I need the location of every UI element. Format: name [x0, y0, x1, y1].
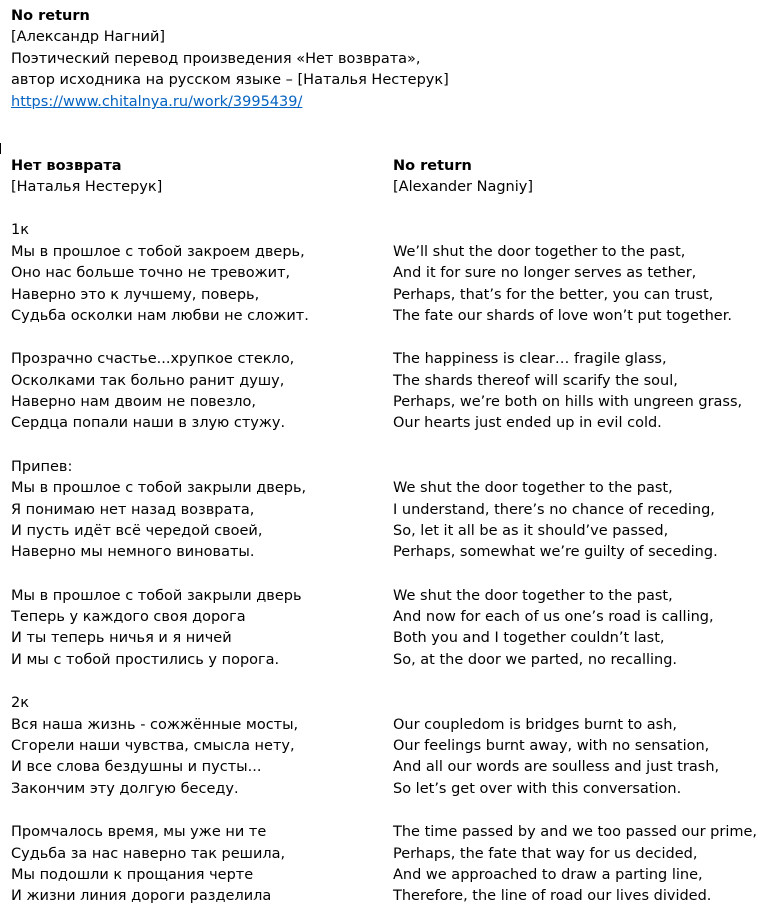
right-line: And all our words are soulless and just trash,: [393, 759, 720, 775]
description-line-1: Поэтический перевод произведения «Нет возврата»,: [11, 51, 421, 67]
left-line: Мы в прошлое с тобой закрыли дверь: [11, 588, 302, 604]
right-line: And we approached to draw a parting line,: [393, 867, 703, 883]
right-line: And now for each of us one’s road is calling,: [393, 609, 714, 625]
right-line: So, let it all be as it should’ve passed,: [393, 523, 669, 539]
left-chorus-label: Припев:: [11, 459, 73, 475]
left-line: Осколками так больно ранит душу,: [11, 373, 285, 389]
translator-name: [Александр Нагний]: [11, 29, 166, 45]
left-verse-label: 2к: [11, 695, 29, 711]
left-line: Мы в прошлое с тобой закроем дверь,: [11, 244, 305, 260]
left-line: И пусть идёт всё чередой своей,: [11, 523, 263, 539]
right-line: So let’s get over with this conversation.: [393, 781, 682, 797]
text-cursor: [0, 143, 1, 154]
left-line: Судьба за нас наверно так решила,: [11, 846, 286, 862]
right-line: The time passed by and we too passed our prime,: [393, 824, 758, 840]
right-line: Perhaps, that’s for the better, you can trust,: [393, 287, 714, 303]
left-line: Оно нас больше точно не тревожит,: [11, 265, 291, 281]
left-line: Наверно мы немного виноваты.: [11, 544, 255, 560]
right-line: Therefore, the line of road our lives divided.: [393, 888, 712, 904]
left-line: Наверно это к лучшему, поверь,: [11, 287, 260, 303]
left-line: И жизни линия дороги разделила: [11, 888, 272, 904]
right-line: And it for sure no longer serves as tether,: [393, 265, 697, 281]
right-line: Perhaps, somewhat we’re guilty of seceding.: [393, 544, 718, 560]
right-line: Our feelings burnt away, with no sensation,: [393, 738, 710, 754]
right-line: Our coupledom is bridges burnt to ash,: [393, 717, 678, 733]
right-line: I understand, there’s no chance of receding,: [393, 502, 715, 518]
left-line: Мы в прошлое с тобой закрыли дверь,: [11, 480, 307, 496]
right-poem-title: No return: [393, 158, 472, 174]
description-line-2: автор исходника на русском языке – [Наталья Нестерук]: [11, 72, 449, 88]
left-line: Прозрачно счастье...хрупкое стекло,: [11, 351, 295, 367]
right-line: Perhaps, we’re both on hills with ungreen grass,: [393, 394, 743, 410]
left-line: Промчалось время, мы уже ни те: [11, 824, 267, 840]
right-line: We’ll shut the door together to the past,: [393, 244, 686, 260]
left-line: Закончим эту долгую беседу.: [11, 781, 239, 797]
right-line: The happiness is clear… fragile glass,: [393, 351, 667, 367]
right-line: We shut the door together to the past,: [393, 588, 673, 604]
left-line: Мы подошли к прощания черте: [11, 867, 254, 883]
left-line: Наверно нам двоим не повезло,: [11, 394, 257, 410]
left-poem-author: [Наталья Нестерук]: [11, 179, 163, 195]
left-line: Вся наша жизнь - сожжённые мосты,: [11, 717, 299, 733]
left-line: И ты теперь ничья и я ничей: [11, 630, 232, 646]
left-line: Сгорели наши чувства, смысла нету,: [11, 738, 295, 754]
left-line: Сердца попали наши в злую стужу.: [11, 415, 286, 431]
left-verse-label: 1к: [11, 222, 29, 238]
document-title: No return: [11, 8, 90, 24]
source-link[interactable]: https://www.chitalnya.ru/work/3995439/: [11, 94, 303, 110]
left-line: И все слова бездушны и пусты...: [11, 759, 262, 775]
left-line: И мы с тобой простились у порога.: [11, 652, 280, 668]
right-poem-author: [Alexander Nagniy]: [393, 179, 534, 195]
left-line: Я понимаю нет назад возврата,: [11, 502, 255, 518]
right-line: Our hearts just ended up in evil cold.: [393, 415, 662, 431]
right-line: So, at the door we parted, no recalling.: [393, 652, 678, 668]
right-line: The shards thereof will scarify the soul,: [393, 373, 678, 389]
left-poem-title: Нет возврата: [11, 158, 122, 174]
left-line: Теперь у каждого своя дорога: [11, 609, 246, 625]
right-line: The fate our shards of love won’t put together.: [393, 308, 732, 324]
right-line: We shut the door together to the past,: [393, 480, 673, 496]
left-line: Судьба осколки нам любви не сложит.: [11, 308, 309, 324]
right-line: Perhaps, the fate that way for us decided,: [393, 846, 698, 862]
right-line: Both you and I together couldn’t last,: [393, 630, 665, 646]
